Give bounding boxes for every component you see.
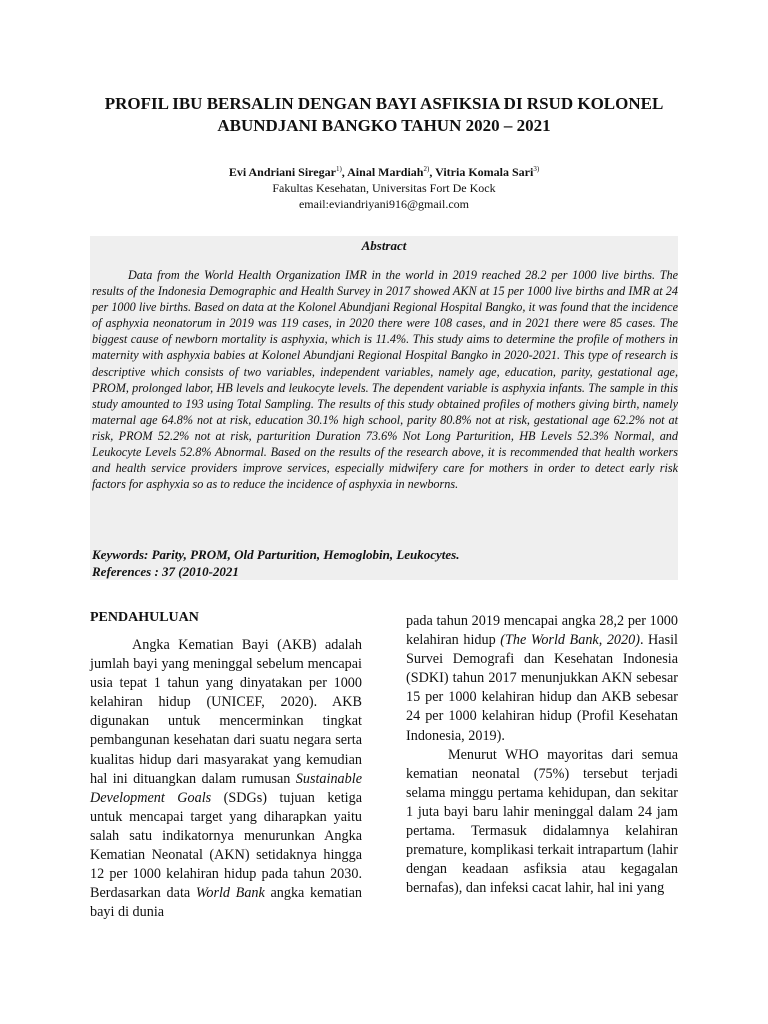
intro-text: pada tahun 2019 mencapai angka 28,2 per 1000 kelahiran hidup — [406, 613, 678, 649]
abstract-text — [92, 267, 678, 492]
affiliation: Fakultas Kesehatan, Universitas Fort De Kock — [272, 181, 496, 195]
right-column — [406, 612, 678, 898]
intro-text: Angka Kematian Bayi (AKB) adalah jumlah bayi yang meninggal sebelum mencapai usia tepat 1 tahun yang dinyatakan per 1000 kelahiran hidup (UNICEF, 2020). AKB digunakan untuk mencerminkan tingkat pembangunan kesehatan dari suatu negara serta kualitas hidup dari masyarakat yang kemudian hal ini dituangkan dalam rumusan — [90, 637, 362, 787]
author-1-affiliation-mark: 1) — [335, 165, 342, 173]
abstract-box — [90, 236, 678, 580]
intro-text: . Hasil Survei Demografi dan Kesehatan Indonesia (SDKI) tahun 2017 menunjukkan AKN sebesar 15 per 1000 kelahiran hidup dan AKB sebesar 24 per 1000 kelahiran hidup (Profil Kesehatan Indonesia, 2019). — [406, 632, 679, 744]
paper-title-line-1: PROFIL IBU BERSALIN DENGAN BAYI ASFIKSIA DI RSUD KOLONEL — [104, 94, 664, 113]
abstract-heading: Abstract — [361, 238, 407, 253]
left-column — [90, 608, 362, 922]
author-1-name: Evi Andriani Siregar — [228, 165, 336, 179]
intro-text: (SDGs) tujuan ketiga untuk mencapai target yang diharapkan yaitu salah satu indikatornya menurunkan Angka Kematian Neonatal (AKN) setidaknya hingga 12 per 1000 kelahiran hidup pada tahun 2030. Berdasarkan data — [90, 789, 362, 902]
intro-paragraph-2: Menurut WHO mayoritas dari semua kematian neonatal (75%) tersebut terjadi selama minggu pertama kehidupan, dan sekitar 1 juta bayi baru lahir meninggal dalam 24 jam pertama. Termasuk didalamnya kelahiran premature, komplikasi terkait intrapartum (lahir dengan keadaan asfiksia atau kegagalan bernafas), dan infeksi cacat lahir, hal ini yang — [406, 746, 678, 897]
references-count: References : 37 (2010-2021 — [92, 564, 239, 579]
world-bank-term: World Bank — [195, 885, 265, 902]
paper-title-line-2: ABUNDJANI BANGKO TAHUN 2020 – 2021 — [217, 116, 551, 135]
intro-paragraph-1 — [90, 636, 362, 922]
section-title: PENDAHULUAN — [90, 610, 199, 625]
author-3-name: Vitria Komala Sari — [435, 165, 534, 179]
paper-title — [60, 93, 708, 137]
author-2-affiliation-mark: 2) — [423, 165, 430, 173]
author-names — [60, 161, 708, 180]
author-3-affiliation-mark: 3) — [533, 165, 540, 173]
intro-text: angka kematian bayi di dunia — [90, 885, 362, 921]
author-email: email:eviandriyani916@gmail.com — [298, 197, 469, 211]
keywords-block — [92, 546, 678, 580]
citation: (The World Bank, 2020) — [500, 632, 640, 649]
author-separator: , — [429, 165, 436, 179]
author-block — [60, 161, 708, 212]
author-separator: , — [341, 165, 348, 179]
keywords: Keywords: Parity, PROM, Old Parturition, Hemoglobin, Leukocytes. — [92, 547, 460, 562]
sdg-term: Sustainable Development Goals — [90, 770, 362, 806]
intro-paragraph-1-continued — [406, 612, 678, 746]
author-2-name: Ainal Mardiah — [347, 165, 424, 179]
abstract-paragraph: Data from the World Health Organization IMR in the world in 2019 reached 28.2 per 1000 live births. The results of the Indonesia Demographic and Health Survey in 2017 showed AKN at 15 per 1000 live births and IMR at 24 per 1000 live births. Based on data at the Kolonel Abundjani Regional Hospital Bangko, it was found that the incidence of asphyxia neonatorum in 2019 was 119 cases, in 2020 there were 108 cases, and in 2021 there were 85 cases. The biggest cause of newborn mortality is asphyxia, which is 11.4%. This study aims to determine the profile of mothers in maternity with asphyxia babies at Kolonel Abundjani Regional Hospital Bangko in 2020-2021. This type of research is descriptive which consists of two variables, independent variables, namely age, education, parity, gestational age, PROM, prolonged labor, HB levels and leukocyte levels. The dependent variable is asphyxia infants. The sample in this study amounted to 193 using Total Sampling. The results of this study obtained profiles of mothers giving birth, namely maternal age 64.8% not at risk, education 30.1% high school, parity 80.8% not at risk, gestational age 62.2% not at risk, PROM 52.2% not at risk, parturition Duration 73.6% Not Long Parturition, HB Levels 52.3% Normal, and Leukocyte Levels 52.8% Abnormal. Based on the results of the research above, it is recommended that health workers and health service providers improve services, especially midwifery care for mothers in order to detect early risk factors for asphyxia so as to reduce the incidence of asphyxia in newborns. — [92, 268, 678, 492]
